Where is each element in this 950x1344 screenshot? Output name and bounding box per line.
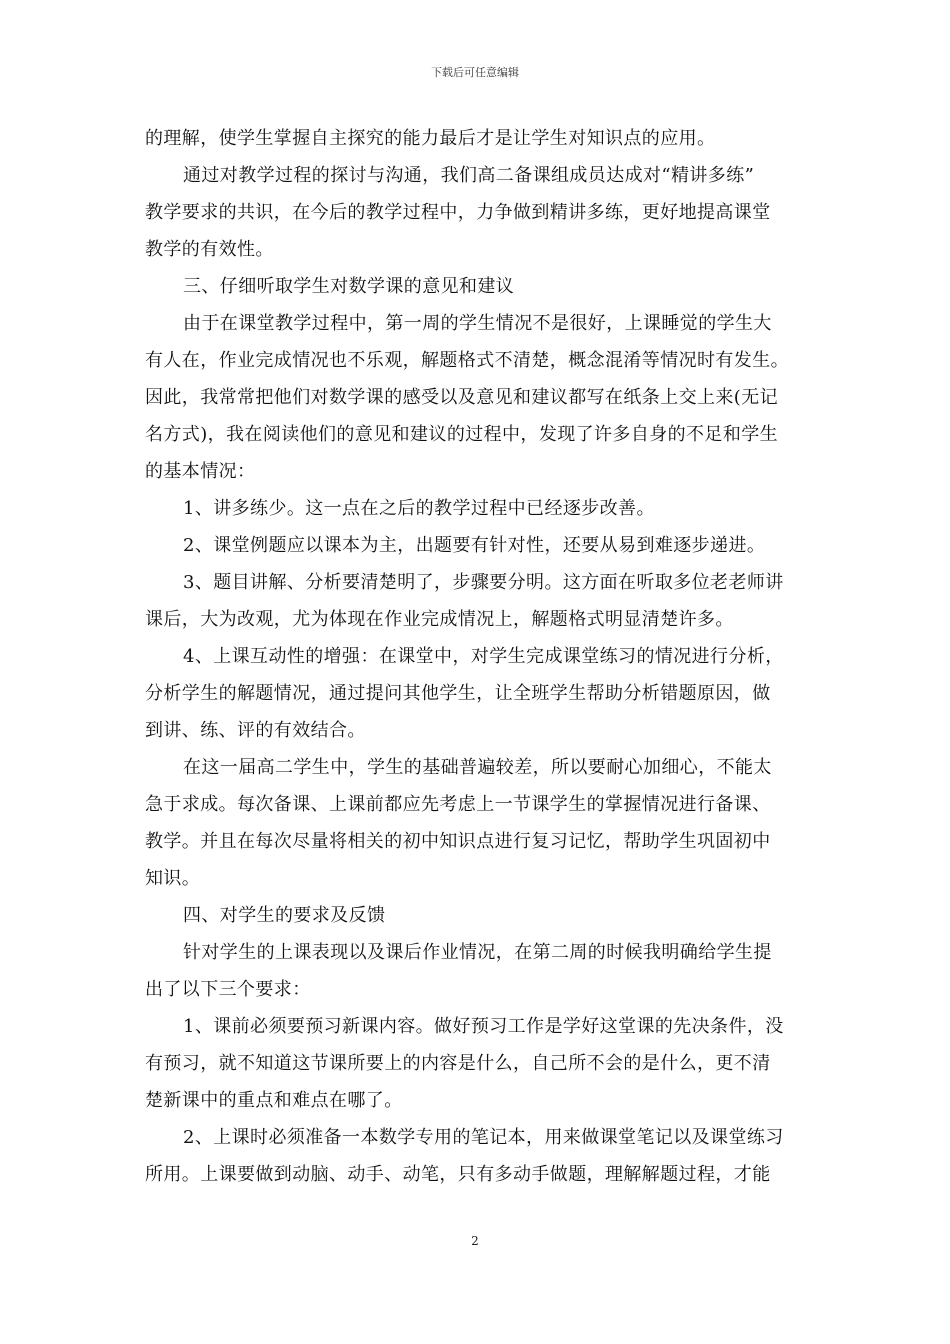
list-item: 2、课堂例题应以课本为主，出题要有针对性，还要从易到难逐步递进。 <box>183 535 766 556</box>
text-line: 楚新课中的重点和难点在哪了。 <box>145 1090 403 1111</box>
list-item: 4、上课互动性的增强：在课堂中，对学生完成课堂练习的情况进行分析， <box>183 646 784 667</box>
paragraph-start: 由于在课堂教学过程中，第一周的学生情况不是很好，上课睡觉的学生大 <box>183 313 772 334</box>
text-line: 有预习，就不知道这节课所要上的内容是什么，自己所不会的是什么，更不清 <box>145 1053 771 1074</box>
paragraph-start: 通过对教学过程的探讨与沟通，我们高二备课组成员达成对“精讲多练” <box>183 165 755 186</box>
text-line: 出了以下三个要求： <box>145 979 311 1000</box>
list-item: 2、上课时必须准备一本数学专用的笔记本，用来做课堂笔记以及课堂练习 <box>183 1127 784 1148</box>
text-line: 的基本情况： <box>145 461 256 482</box>
text-line: 教学要求的共识，在今后的教学过程中，力争做到精讲多练，更好地提高课堂 <box>145 202 771 223</box>
section-heading: 四、对学生的要求及反馈 <box>183 905 386 926</box>
paragraph-start: 在这一届高二学生中，学生的基础普遍较差，所以要耐心加细心，不能太 <box>183 757 772 778</box>
text-line: 分析学生的解题情况，通过提问其他学生，让全班学生帮助分析错题原因，做 <box>145 683 771 704</box>
paragraph-start: 针对学生的上课表现以及课后作业情况，在第二周的时候我明确给学生提 <box>183 942 772 963</box>
text-line: 名方式)，我在阅读他们的意见和建议的过程中，发现了许多自身的不足和学生 <box>145 424 779 445</box>
document-body <box>145 120 810 1193</box>
list-item: 3、题目讲解、分析要清楚明了，步骤要分明。这方面在听取多位老老师讲 <box>183 572 784 593</box>
text-line: 所用。上课要做到动脑、动手、动笔，只有多动手做题，理解解题过程，才能 <box>145 1164 771 1185</box>
text-line: 的理解，使学生掌握自主探究的能力最后才是让学生对知识点的应用。 <box>145 128 716 149</box>
text-line: 课后，大为改观，尤为体现在作业完成情况上，解题格式明显清楚许多。 <box>145 609 734 630</box>
text-line: 因此，我常常把他们对数学课的感受以及意见和建议都写在纸条上交上来(无记 <box>145 387 779 408</box>
text-line: 教学的有效性。 <box>145 239 274 260</box>
section-heading: 三、仔细听取学生对数学课的意见和建议 <box>183 276 515 297</box>
page-header: 下载后可任意编辑 <box>431 66 519 79</box>
text-line: 教学。并且在每次尽量将相关的初中知识点进行复习记忆，帮助学生巩固初中 <box>145 831 771 852</box>
text-line: 有人在，作业完成情况也不乐观，解题格式不清楚，概念混淆等情况时有发生。 <box>145 350 789 371</box>
page-number: 2 <box>471 1234 479 1248</box>
text-line: 知识。 <box>145 868 201 889</box>
text-line: 到讲、练、评的有效结合。 <box>145 720 366 741</box>
list-item: 1、讲多练少。这一点在之后的教学过程中已经逐步改善。 <box>183 498 655 519</box>
list-item: 1、课前必须要预习新课内容。做好预习工作是学好这堂课的先决条件，没 <box>183 1016 784 1037</box>
text-line: 急于求成。每次备课、上课前都应先考虑上一节课学生的掌握情况进行备课、 <box>145 794 771 815</box>
